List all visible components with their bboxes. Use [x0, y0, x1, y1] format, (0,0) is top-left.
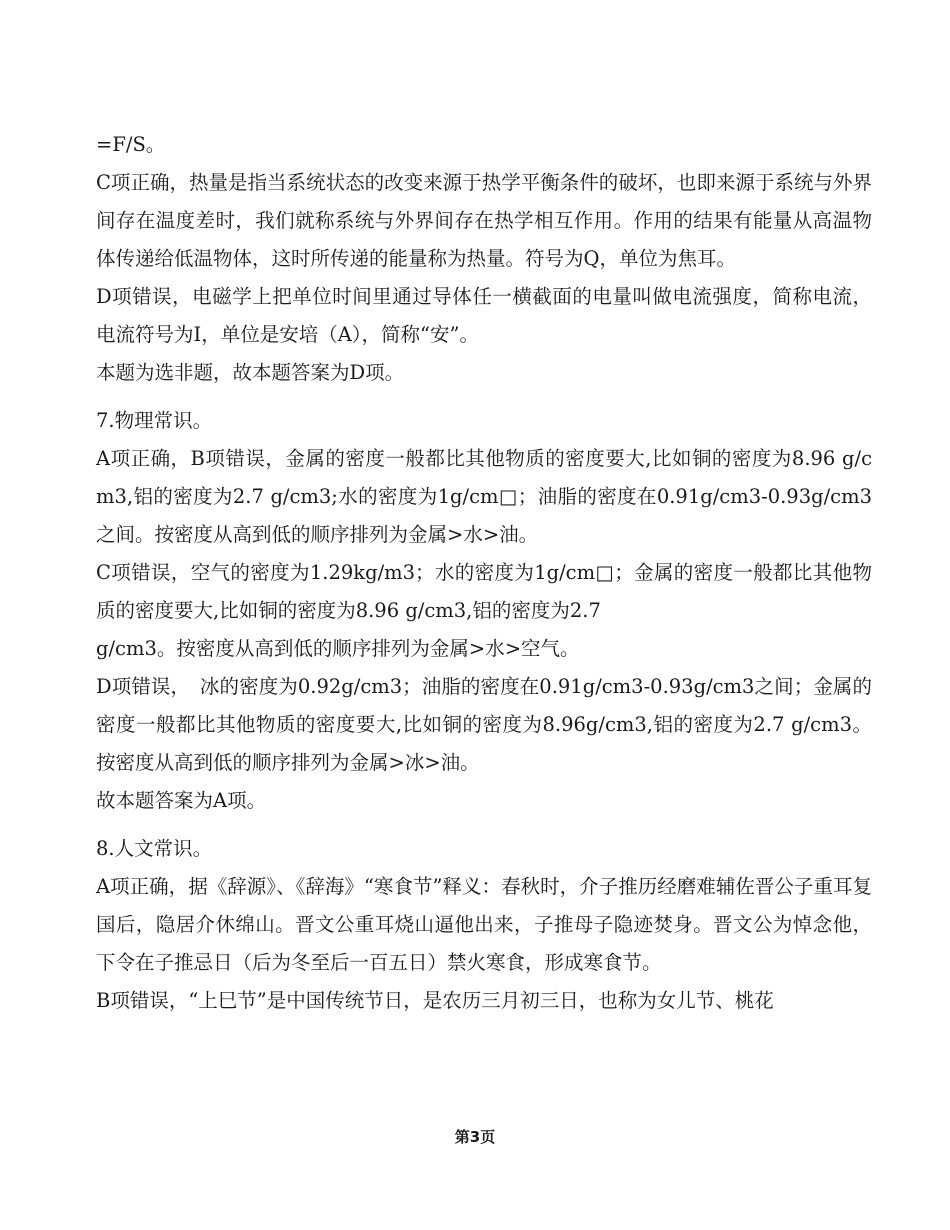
- document-body: [96, 126, 872, 1020]
- paragraph-option-ab-density: A项正确，B项错误，金属的密度一般都比其他物质的密度要大,比如铜的密度为8.96 g/cm3,铝的密度为2.7 g/cm3;水的密度为1g/cm□；油脂的密度在0.91g/cm3-0.93g/cm3之间。按密度从高到低的顺序排列为金属>水>油。: [96, 447, 872, 546]
- paragraph-option-c-heat: C项正确，热量是指当系统状态的改变来源于热学平衡条件的破坏，也即来源于系统与外界间存在温度差时，我们就称系统与外界间存在热学相互作用。作用的结果有能量从高温物体传递给低温物体，这时所传递的能量称为热量。符号为Q，单位为焦耳。: [96, 171, 872, 270]
- paragraph-option-c-density: C项错误，空气的密度为1.29kg/m3；水的密度为1g/cm□；金属的密度一般都比其他物质的密度要大,比如铜的密度为8.96 g/cm3,铝的密度为2.7: [96, 561, 872, 622]
- paragraph-option-c-density-cont: g/cm3。按密度从高到低的顺序排列为金属>水>空气。: [96, 637, 580, 660]
- paragraph-option-d-density: D项错误， 冰的密度为0.92g/cm3；油脂的密度在0.91g/cm3-0.93g/cm3之间；金属的密度一般都比其他物质的密度要大,比如铜的密度为8.96g/cm3,铝的密度为2.7 g/cm3。按密度从高到低的顺序排列为金属>冰>油。: [96, 675, 872, 774]
- question-8-heading: 8.人文常识。: [96, 837, 213, 860]
- paragraph-option-a-hanshi: A项正确，据《辞源》、《辞海》“寒食节”释义：春秋时，介子推历经磨难辅佐晋公子重耳复国后，隐居介休绵山。晋文公重耳烧山逼他出来，子推母子隐迹焚身。晋文公为悼念他，下令在子推忌日（后为冬至后一百五日）禁火寒食，形成寒食节。: [96, 875, 872, 974]
- paragraph-answer-6: 本题为选非题，故本题答案为D项。: [96, 361, 405, 384]
- question-7-heading: 7.物理常识。: [96, 409, 213, 432]
- paragraph-option-d-current: D项错误，电磁学上把单位时间里通过导体任一横截面的电量叫做电流强度，简称电流，电流符号为I，单位是安培（A），简称“安”。: [96, 285, 872, 346]
- page-number: 第3页: [454, 1128, 496, 1146]
- paragraph-answer-7: 故本题答案为A项。: [96, 789, 267, 812]
- paragraph-option-b-shangsi: B项错误，“上巳节”是中国传统节日，是农历三月初三日，也称为女儿节、桃花: [96, 989, 774, 1012]
- paragraph-formula-tail: =F/S。: [96, 133, 166, 156]
